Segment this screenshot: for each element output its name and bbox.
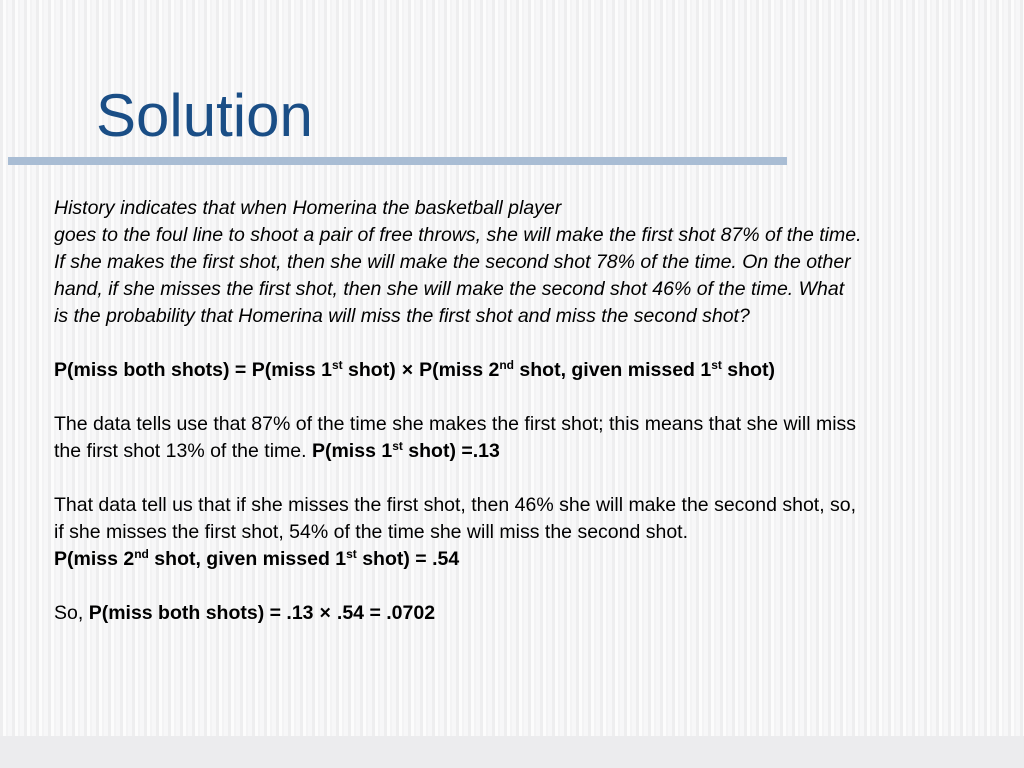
- question-line: goes to the foul line to shoot a pair of free throws, she will make the first shot 87% of the time.: [54, 224, 862, 246]
- question-paragraph: [54, 195, 1014, 330]
- result-miss-first: P(miss 1st shot) =.13: [311, 439, 500, 462]
- result-miss-second: P(miss 2nd shot, given missed 1st shot) = .54: [54, 547, 460, 570]
- formula-line: P(miss both shots) = P(miss 1st shot) × P(miss 2nd shot, given missed 1st shot): [54, 358, 775, 381]
- question-line: hand, if she misses the first shot, then she will make the second shot 46% of the time. What: [54, 278, 845, 300]
- multiply-sign: ×: [319, 602, 331, 624]
- slide-bottom-band: [0, 736, 1024, 768]
- question-line: If she makes the first shot, then she will make the second shot 78% of the time. On the other: [54, 251, 851, 273]
- question-line: History indicates that when Homerina the basketball player: [54, 197, 562, 219]
- slide-body: [54, 195, 1014, 627]
- explanation-paragraph-2: That data tell us that if she misses the first shot, then 46% she will make the second shot, so, if she misses the first shot, 54% of the time she will miss the second shot. P(miss 2nd shot, given missed 1st shot) = .54: [54, 494, 857, 570]
- conclusion-line: So, P(miss both shots) = .13 × .54 = .0702: [54, 602, 436, 624]
- question-line: is the probability that Homerina will miss the first shot and miss the second shot?: [54, 305, 750, 327]
- title-underline: [8, 157, 787, 165]
- explanation-paragraph-1: The data tells use that 87% of the time she makes the first shot; this means that she will miss the first shot 13% of the time. P(miss 1st shot) =.13: [54, 413, 857, 462]
- slide-title: Solution: [96, 82, 313, 149]
- multiply-sign: ×: [401, 359, 414, 381]
